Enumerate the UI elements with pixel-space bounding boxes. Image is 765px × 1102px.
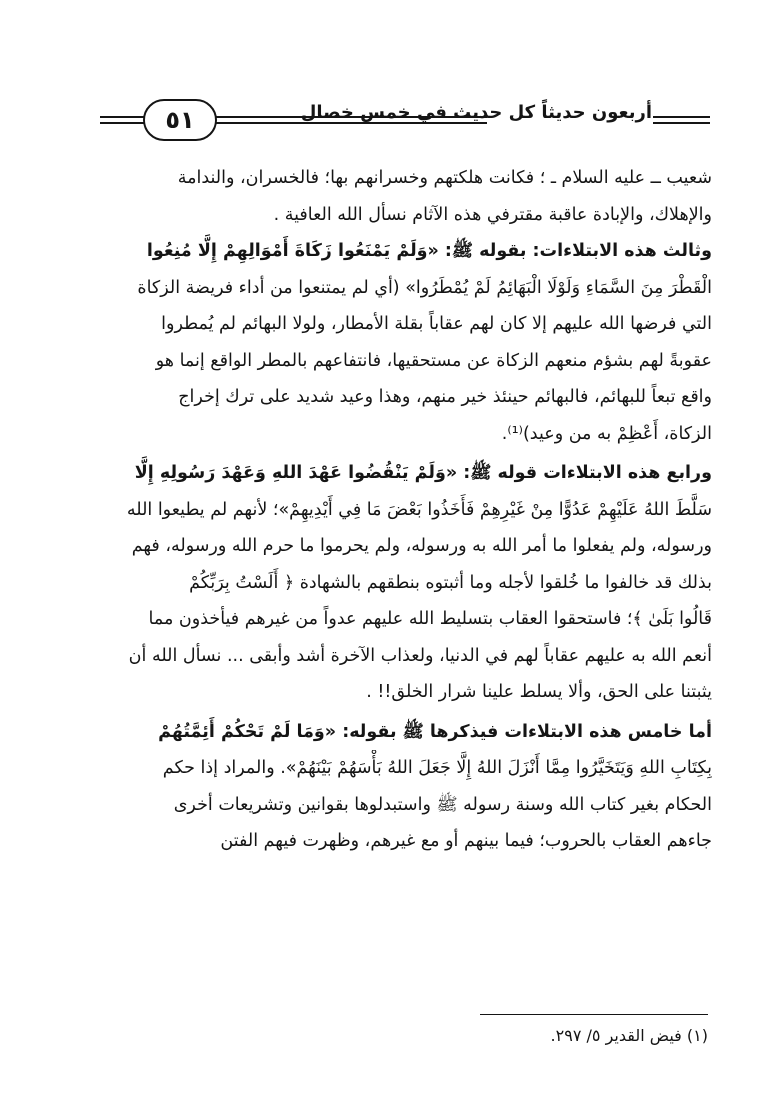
body-text: [100, 160, 712, 860]
text-line: شعيب ــ عليه السلام ـ ؛ فكانت هلكتهم وخسرانهم بها؛ فالخسران، والندامة: [177, 168, 712, 188]
page-header: [100, 96, 710, 148]
text-line: أما خامس هذه الابتلاءات فيذكرها ﷺ بقوله: «وَمَا لَمْ تَحْكُمْ أَئِمَّتُهُمْ: [158, 721, 712, 742]
text-line: عقوبةً لهم بشؤم منعهم الزكاة عن مستحقيها، فانتفاعهم بالمطر الواقع إنما هو: [155, 350, 712, 371]
page-number: ٥١: [165, 106, 195, 134]
running-title: أربعون حديثاً كل حديث في خمس خصال: [300, 102, 652, 123]
text-line: أنعم الله به عليهم عقاباً لهم في الدنيا، ولعذاب الآخرة أشد وأبقى ... نسأل الله أن: [128, 645, 712, 666]
text-line: وثالث هذه الابتلاءات: بقوله ﷺ: «وَلَمْ يَمْنَعُوا زَكَاةَ أَمْوَالِهِمْ إِلَّا مُنِعُوا: [146, 241, 712, 261]
text-line: سَلَّطَ اللهُ عَلَيْهِمْ عَدُوًّا مِنْ غَيْرِهِمْ فَأَخَذُوا بَعْضَ مَا فِي أَيْدِيهِمْ»؛ لأنهم لم يطيعوا الله: [126, 499, 712, 520]
footnote-separator: [480, 1014, 708, 1015]
text-line: جاءهم العقاب بالحروب؛ فيما بينهم أو مع غيرهم، وظهرت فيهم الفتن: [220, 831, 712, 851]
page-number-frame: [143, 99, 217, 141]
header-rule-right: [653, 122, 710, 124]
text-line: والإهلاك، والإبادة عاقبة مقترفي هذه الآثام نسأل الله العافية .: [273, 204, 712, 225]
text-line: الحكام بغير كتاب الله وسنة رسوله ﷺ واستبدلوها بقوانين وتشريعات أخرى: [173, 794, 712, 815]
text-line: ورابع هذه الابتلاءات قوله ﷺ: «وَلَمْ يَنْقُضُوا عَهْدَ اللهِ وَعَهْدَ رَسُولِهِ إِلَّا: [134, 463, 712, 483]
text-line: قَالُوا بَلَىٰ ﴾؛ فاستحقوا العقاب بتسليط الله عليهم عدواً من غيرهم فيأخذون مما: [148, 609, 712, 629]
text-line: الزكاة، أَعْظِمْ به من وعيد)⁽¹⁾.: [501, 423, 712, 444]
header-rule-right: [653, 116, 710, 118]
header-rule-left: [100, 122, 145, 124]
text-line: واقع تبعاً للبهائم، فالبهائم حينئذ خير منهم، وهذا وعيد شديد على ترك إخراج: [178, 387, 712, 407]
text-line: يثبتنا على الحق، وألا يسلط علينا شرار الخلق!! .: [366, 682, 712, 702]
text-line: الْقَطْرَ مِنَ السَّمَاءِ وَلَوْلَا الْبَهَائِمُ لَمْ يُمْطَرُوا» (أي لم يمتنعوا من أداء فريضة الزكاة: [137, 277, 712, 298]
text-line: ورسوله، ولم يفعلوا ما أمر الله به ورسوله، ولم يحرموا ما حرم الله ورسوله، فهم: [131, 536, 712, 556]
header-rule-left: [100, 116, 145, 118]
text-line: التي فرضها الله عليهم إلا كان لهم عقاباً بقلة الأمطار، ولولا البهائم لم يُمطروا: [161, 314, 712, 334]
text-line: بِكِتَابِ اللهِ وَيَتَخَيَّرُوا مِمَّا أَنْزَلَ اللهُ إِلَّا جَعَلَ اللهُ بَأْسَهُمْ بَيْنَهُمْ». والمراد إذا حكم: [162, 758, 712, 778]
text-line: بذلك قد خالفوا ما خُلقوا لأجله وما أثبتوه بنطقهم بالشهادة ﴿ أَلَسْتُ بِرَبِّكُمْ: [189, 572, 712, 593]
footnote: (١) فيض القدير ٥/ ٢٩٧.: [550, 1026, 708, 1045]
